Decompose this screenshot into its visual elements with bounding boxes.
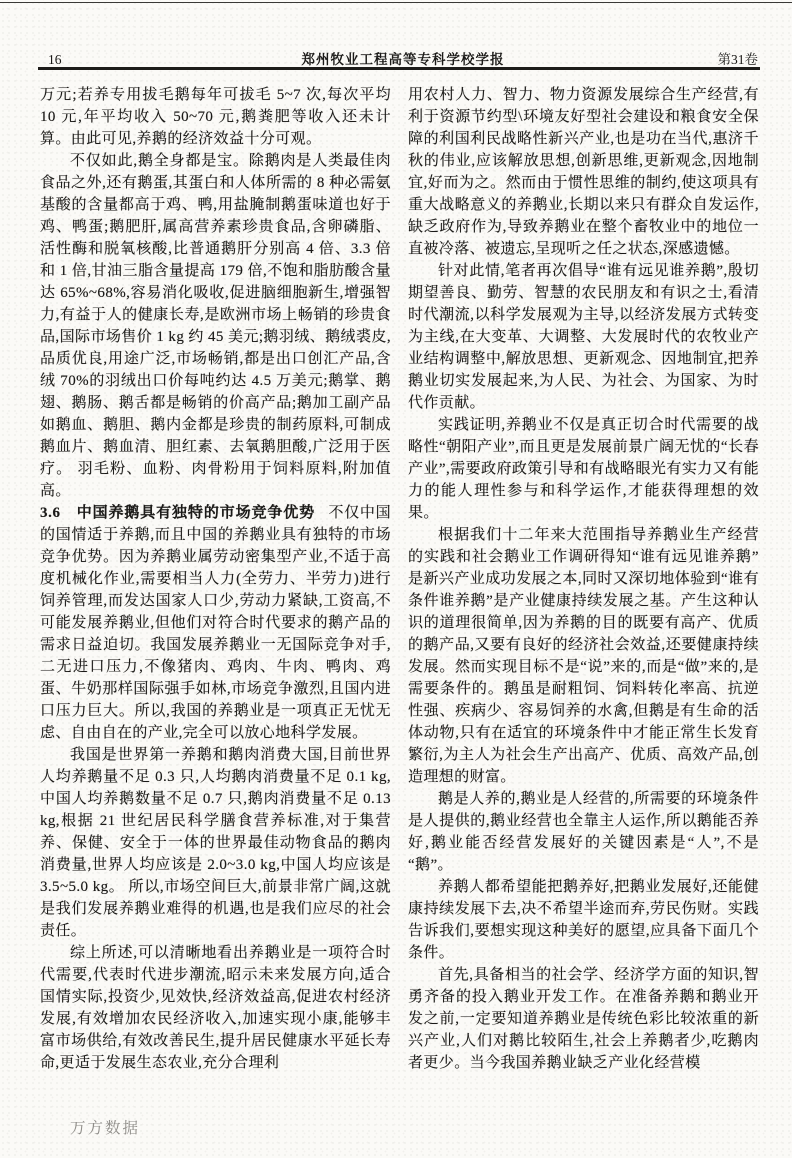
paragraph: 实践证明,养鹅业不仅是真正切合时代需要的战略性“朝阳产业”,而且更是发展前景广阔无忧的“长春产业”,需要政府政策引导和有战略眼光有实力又有能力的能人理性参与和科学运作,才能获得理想的效果。 — [408, 417, 759, 521]
paragraph: 不仅如此,鹅全身都是宝。除鹅肉是人类最佳肉食品之外,还有鹅蛋,其蛋白和人体所需的 8 种必需氨基酸的含量都高于鸡、鸭,用盐腌制鹅蛋味道也好于鸡、鸭蛋;鹅肥肝,属高营养素珍贵食品,含卵磷脂、活性酶和脱氧核酸,比普通鹅肝分别高 4 倍、3.3 倍和 1 倍,甘油三脂含量提高 179 倍,不饱和脂肪酸含量达 65%~68%,容易消化吸收,促进脑细胞新生,增强智力,有益于人的健康长寿,是欧洲市场上畅销的珍贵食品,国际市场售价 1 kg 约 45 美元;鹅羽绒、鹅绒裘皮,品质优良,用途广泛,市场畅销,都是出口创汇产品,含绒 70%的羽绒出口价每吨约达 4.5 万美元;鹅掌、鹅翅、鹅肠、鹅舌都是畅销的价高产品;鹅加工副产品如鹅血、鹅胆、鹅内金都是珍贵的制药原料,可制成鹅血片、鹅血清、胆红素、去氧鹅胆酸,广泛用于医疗。 羽毛粉、血粉、肉骨粉用于饲料原料,附加值高。 — [40, 153, 391, 499]
paragraph: 首先,具备相当的社会学、经济学方面的知识,智勇齐备的投入鹅业开发工作。在准备养鹅和鹅业开发之前,一定要知道养鹅业是传统色彩比较浓重的新兴产业,人们对鹅比较陌生,社会上养鹅者少,吃鹅肉者更少。当今我国养鹅业缺乏产业化经营模 — [408, 967, 759, 1071]
page-header — [40, 48, 758, 68]
paragraph-continuation: 用农村人力、智力、物力资源发展综合生产经营,有利于资源节约型\环境友好型社会建设和粮食安全保障的利国利民战略性新兴产业,也是功在当代,惠济千秋的伟业,应该解放思想,创新思维,更新观念,因地制宜,好而为之。然而由于惯性思维的制约,使这项具有重大战略意义的养鹅业,长期以来只有群众自发运作,缺乏政府作为,导致养鹅业在整个畜牧业中的地位一直被冷落、被遗忘,呈现听之任之状态,深感遗憾。 — [408, 87, 759, 257]
page-number: 16 — [48, 52, 62, 67]
section-text: 不仅中国的国情适于养鹅,而且中国的养鹅业具有独特的市场竞争优势。因为养鹅业属劳动密集型产业,不适于高度机械化作业,需要相当人力(全劳力、半劳力)进行饲养管理,而发达国家人口少,劳动力紧缺,工资高,不可能发展养鹅业,但他们对符合时代要求的鹅产品的需求日益迫切。我国发展养鹅业一无国际竞争对手,二无进口压力,不像猪肉、鸡肉、牛肉、鸭肉、鸡蛋、牛奶那样国际强手如林,市场竞争激烈,且国内进口压力巨大。所以,我国的养鹅业是一项真正无忧无虑、自由自在的产业,完全可以放心地科学发展。 — [40, 505, 391, 741]
paragraph: 根据我们十二年来大范围指导养鹅业生产经营的实践和社会鹅业工作调研得知“谁有远见谁养鹅”是新兴产业成功发展之本,同时又深切地体验到“谁有条件谁养鹅”是产业健康持续发展之基。产生这种认识的道理很简单,因为养鹅的目的既要有高产、优质的鹅产品,又要有良好的经济社会效益,还要健康持续发展。然而实现目标不是“说”来的,而是“做”来的,是需要条件的。鹅虽是耐粗饲、饲料转化率高、抗逆性强、疾病少、容易饲养的水禽,但鹅是有生命的活体动物,只有在适宜的环境条件中才能正常生长发育繁衍,为主人为社会生产出高产、优质、高效产品,创造理想的财富。 — [408, 527, 759, 785]
header-rule — [38, 67, 760, 70]
paragraph: 综上所述,可以清晰地看出养鹅业是一项符合时代需要,代表时代进步潮流,昭示未来发展方向,适合国情实际,投资少,见效快,经济效益高,促进农村经济发展,有效增加农民经济收入,加速实现小康,能够丰富市场供给,有效改善民生,提升居民健康水平延长寿命,更适于发展生态农业,充分合理利 — [40, 945, 391, 1071]
left-column — [40, 84, 391, 1074]
page-top-rule — [0, 2, 792, 3]
paragraph: 我国是世界第一养鹅和鹅肉消费大国,目前世界人均养鹅量不足 0.3 只,人均鹅肉消费量不足 0.1 kg,中国人均养鹅数量不足 0.7 只,鹅肉消费量不足 0.13 kg,根据 21 世纪居民科学膳食营养标准,对于集营养、保健、安全于一体的世界最佳动物食品的鹅肉消费量,世界人均应该是 2.0~3.0 kg,中国人均应该是 3.5~5.0 kg。 所以,市场空间巨大,前景非常广阔,这就是我们发展养鹅业难得的机遇,也是我们应尽的社会责任。 — [40, 747, 391, 939]
paragraph-section-3-6 — [40, 502, 391, 744]
article-body — [40, 84, 759, 1074]
right-column — [408, 84, 759, 1074]
paragraph: 养鹅人都希望能把鹅养好,把鹅业发展好,还能健康持续发展下去,决不希望半途而弃,劳民伤财。实践告诉我们,要想实现这种美好的愿望,应具备下面几个条件。 — [408, 879, 759, 961]
wanfang-data-watermark: 万方数据 — [70, 1120, 141, 1137]
volume-label: 第31卷 — [717, 52, 758, 67]
paragraph: 针对此情,笔者再次倡导“谁有远见谁养鹅”,殷切期望善良、勤劳、智慧的农民朋友和有识之士,看清时代潮流,以科学发展观为主导,以经济发展方式转变为主线,在大变革、大调整、大发展时代的农牧业产业结构调整中,解放思想、更新观念、因地制宜,把养鹅业切实发展起来,为人民、为社会、为国家、为时代作贡献。 — [408, 263, 759, 411]
section-heading-3-6: 3.6 中国养鹅具有独特的市场竞争优势 — [40, 505, 316, 521]
journal-title: 郑州牧业工程高等专科学校学报 — [301, 52, 505, 67]
paragraph-continuation: 万元;若养专用拔毛鹅每年可拔毛 5~7 次,每次平均 10 元,年平均收入 50~70 元,鹅粪肥等收入还未计算。由此可见,养鹅的经济效益十分可观。 — [40, 87, 391, 147]
paragraph: 鹅是人养的,鹅业是人经营的,所需要的环境条件是人提供的,鹅业经营也全靠主人运作,所以鹅能否养好,鹅业能否经营发展好的关键因素是“人”,不是“鹅”。 — [408, 791, 759, 873]
